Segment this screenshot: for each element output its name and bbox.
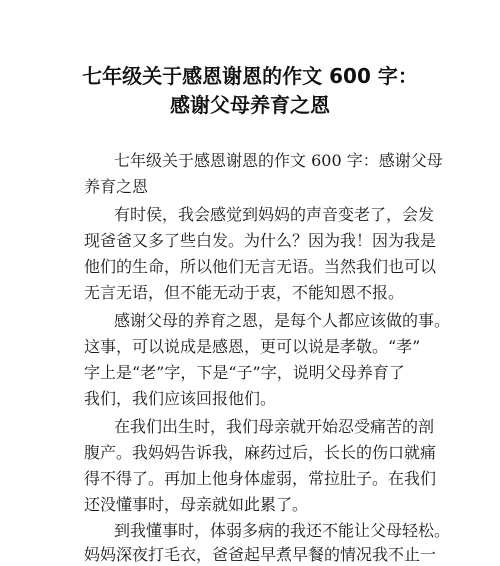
paragraph-line: 得不得了。再加上他身体虚弱，常拉肚子。在我们 — [84, 469, 437, 488]
paragraph-line: 还没懂事时，母亲就如此累了。 — [84, 495, 309, 514]
document-title-line-2: 感谢父母养育之恩 — [170, 93, 330, 117]
paragraph-line: 现爸爸又多了些白发。为什么？因为我！因为我是 — [84, 231, 437, 250]
paragraph-line: 在我们出生时，我们母亲就开始忍受痛苦的剖 — [114, 417, 435, 436]
paragraph-line: 妈妈深夜打毛衣，爸爸起早煮早餐的情况我不止一 — [84, 545, 437, 564]
paragraph-line: 我们，我们应该回报他们。 — [84, 389, 277, 408]
paragraph-line: 感谢父母的养育之恩，是每个人都应该做的事。 — [114, 311, 451, 330]
paragraph-line: 腹产。我妈妈告诉我，麻药过后，长长的伤口就痛 — [84, 443, 437, 462]
paragraph-line: 有时侯，我会感觉到妈妈的声音变老了，会发 — [114, 205, 435, 224]
paragraph-line: 无言无语，但不能无动于衷，不能知恩不报。 — [84, 283, 405, 302]
paragraph-line: 到我懂事时，体弱多病的我还不能让父母轻松。 — [114, 521, 451, 540]
document-title-line-1: 七年级关于感恩谢恩的作文 600 字： — [82, 64, 418, 88]
paragraph-line: 这事，可以说成是感恩，更可以说是孝敬。“孝” — [84, 337, 421, 356]
paragraph-line: 七年级关于感恩谢恩的作文 600 字：感谢父母 — [114, 151, 443, 170]
paragraph-line: 他们的生命，所以他们无言无语。当然我们也可以 — [84, 257, 437, 276]
paragraph-line: 字上是“老”字，下是“子”字，说明父母养育了 — [84, 363, 405, 382]
paragraph-line: 养育之恩 — [84, 177, 149, 196]
